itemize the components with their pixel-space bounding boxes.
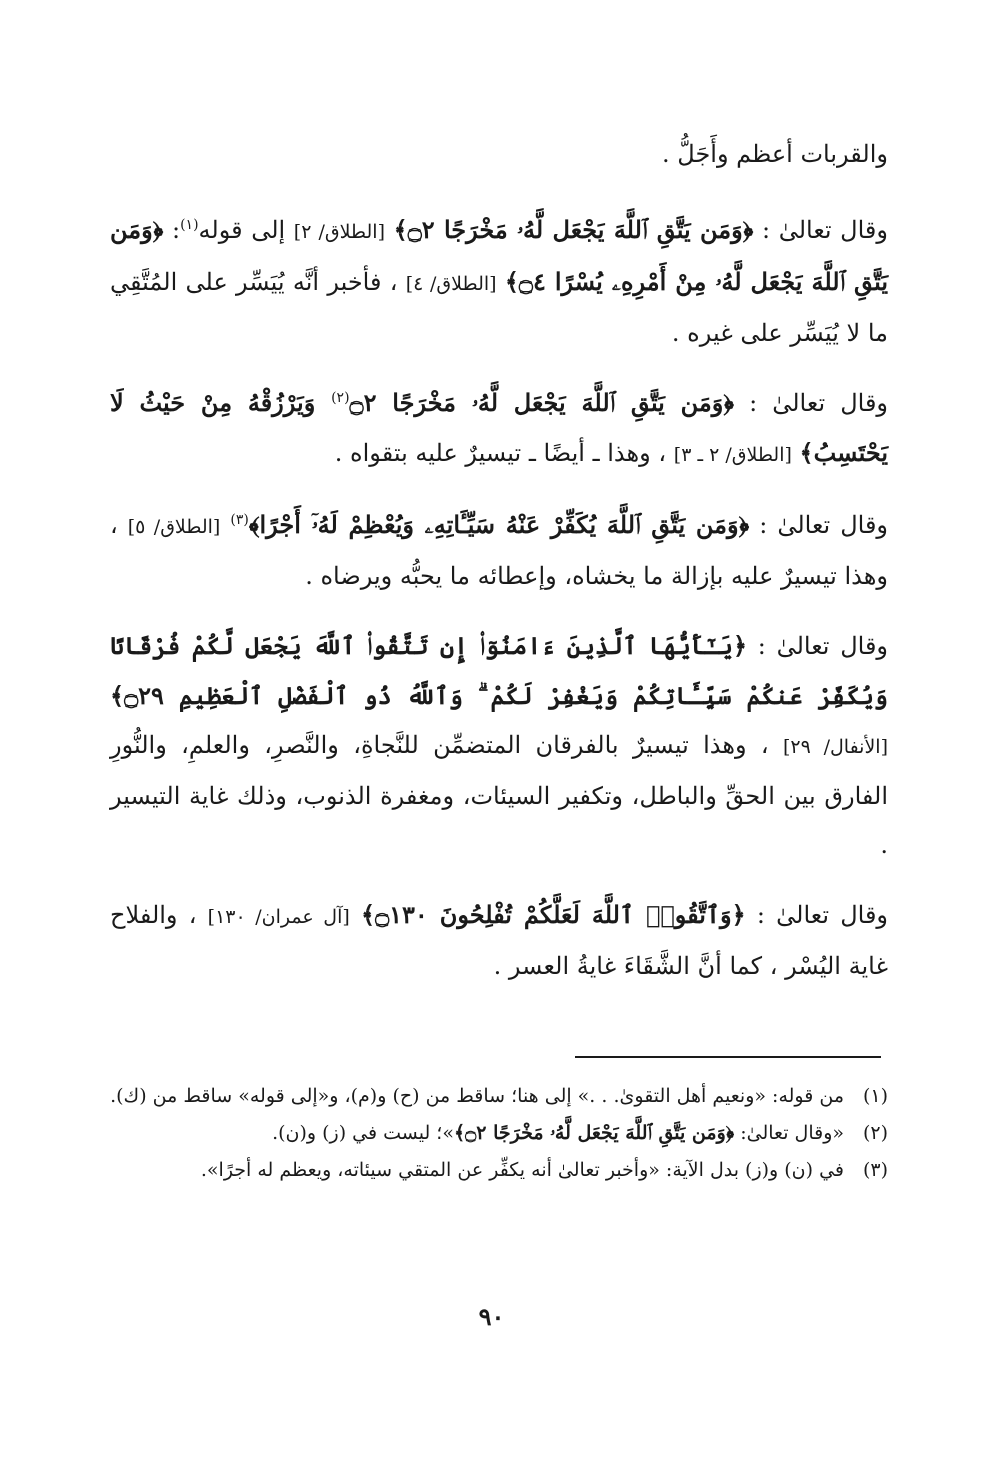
intro-text: وقال تعالىٰ :	[749, 511, 889, 539]
verse-reference: [الطلاق/ ٢ ـ ٣]	[673, 444, 792, 466]
commentary-text: ، وهذا ـ أيضًا ـ تيسيرٌ عليه بتقواه .	[334, 439, 667, 467]
page-number: ٩٠	[478, 1302, 505, 1331]
footnote-divider	[575, 1056, 881, 1058]
quran-verse: ﴿وَمَن يَتَّقِ ٱللَّهَ يُكَفِّرْ عَنْهُ سَيِّـَٔاتِهِۦ وَيُعْظِمْ لَهُۥٓ أَجْرًا﴾	[248, 510, 750, 539]
quran-verse: ﴿وَمَن يَتَّقِ ٱللَّهَ يَجْعَل لَّهُۥ مِنْ أَمْرِهِۦ يُسْرًا ۝٤﴾	[110, 215, 888, 296]
paragraph-2	[110, 205, 888, 358]
footnote-number: (٣)	[862, 1159, 888, 1181]
quran-verse: ﴿وَٱتَّقُوا۟ ٱللَّهَ لَعَلَّكُمْ تُفْلِحُونَ ۝١٣٠﴾	[361, 900, 746, 929]
footnote-text: »؛ ليست في (ز) و(ن).	[272, 1122, 454, 1144]
footnotes-section	[110, 1080, 888, 1191]
paragraph-5	[110, 621, 888, 870]
intro-text: وقال تعالىٰ :	[745, 901, 889, 929]
footnote-marker[interactable]: (٣)	[230, 512, 249, 528]
quran-verse: ﴿وَمَن يَتَّقِ ٱللَّهَ يَجْعَل لَّهُۥ مَخْرَجًا ۝٢﴾	[393, 215, 754, 244]
verse-reference: [الطلاق/ ٥]	[127, 516, 221, 538]
quran-verse: ﴿وَمَن يَتَّقِ ٱللَّهَ يَجْعَل لَّهُۥ مَخْرَجًا ۝٢	[349, 388, 735, 417]
footnote-marker[interactable]: (١)	[180, 217, 199, 233]
intro-text: وقال تعالىٰ :	[753, 216, 888, 244]
verse-reference: [آل عمران/ ١٣٠]	[207, 906, 350, 928]
footnote-text-container	[110, 1117, 844, 1150]
commentary-text: ، والفلاح غاية اليُسْر ، كما أنَّ الشَّقَاءَ غايةُ العسر .	[110, 901, 888, 980]
intro-text: وقال تعالىٰ :	[747, 632, 889, 660]
footnote-marker[interactable]: (٢)	[331, 390, 350, 406]
footnote-1	[110, 1080, 888, 1113]
connector-text: :	[163, 216, 181, 244]
quran-verse: ﴿وَمَن يَتَّقِ ٱللَّهَ يَجْعَل لَّهُۥ مَخْرَجًا ۝٢﴾	[453, 1122, 735, 1144]
page-body	[110, 130, 888, 1011]
intro-text: وقال تعالىٰ :	[734, 389, 888, 417]
paragraph-1	[110, 130, 888, 179]
quran-verse: وَيَرْزُقْهُ مِنْ حَيْثُ لَا يَحْتَسِبُ﴾	[110, 388, 888, 467]
paragraph-4	[110, 500, 888, 601]
footnote-3	[110, 1154, 888, 1187]
footnote-2	[110, 1117, 888, 1150]
verse-reference: [الطلاق/ ٤]	[405, 273, 497, 295]
quran-verse: ﴿يَـٰٓأَيُّهَا ٱلَّذِينَ ءَامَنُوٓا۟ إِن تَتَّقُوا۟ ٱللَّهَ يَجْعَل لَّكُمْ فُرْقَانًا وَيُكَفِّرْ عَنكُمْ سَيِّـَٔاتِكُمْ وَيَغْفِرْ لَكُمْ ۗ وَٱللَّهُ ذُو ٱلْفَضْلِ ٱلْعَظِيمِ ۝٢٩﴾	[110, 631, 888, 710]
footnote-number: (٢)	[862, 1122, 888, 1144]
commentary-text: ، وهذا تيسيرٌ بالفرقان المتضمِّن للنَّجاةِ، والنَّصرِ، والعلمِ، والنُّورِ الفارق بين الحقِّ والباطل، وتكفير السيئات، ومغفرة الذنوب، وذلك غاية التيسير .	[110, 731, 888, 859]
paragraph-3	[110, 378, 888, 480]
paragraph-6	[110, 890, 888, 991]
commentary-text: ، وهذا تيسيرٌ عليه بإزالة ما يخشاه، وإعطائه ما يحبُّه ويرضاه .	[110, 511, 888, 590]
verse-reference: [الطلاق/ ٢]	[293, 221, 386, 243]
paragraph-text: والقربات أعظم وأَجَلُّ .	[662, 140, 888, 168]
verse-reference: [الأنفال/ ٢٩]	[783, 736, 888, 758]
footnote-number: (١)	[862, 1085, 888, 1107]
commentary-text: ، فأخبر أنَّه يُيَسِّر على المُتَّقِي ما لا يُيَسِّر على غيره .	[110, 268, 888, 347]
footnote-text: في (ن) و(ز) بدل الآية: «وأخبر تعالىٰ أنه يكفِّر عن المتقي سيئاته، ويعظم له أجرًا».	[200, 1159, 844, 1181]
connector-text: إلى قوله	[198, 216, 286, 244]
footnote-text: «وقال تعالىٰ:	[734, 1122, 844, 1144]
footnote-text: من قوله: «ونعيم أهل التقوىٰ. . .» إلى هنا؛ ساقط من (ح) و(م)، و«إلى قوله» ساقط من (ك).	[110, 1085, 844, 1107]
